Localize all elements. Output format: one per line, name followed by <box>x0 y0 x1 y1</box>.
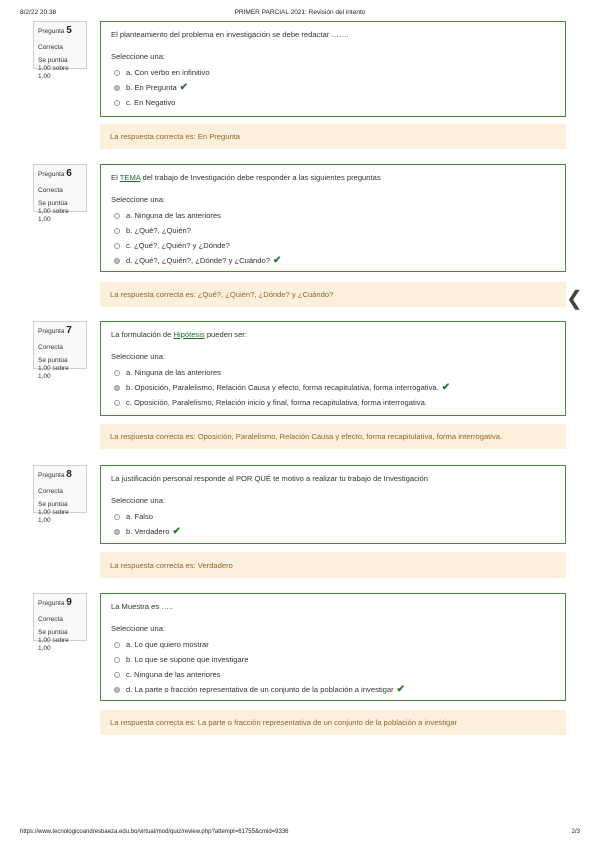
answer-prompt: Seleccione una: <box>111 496 166 505</box>
question-content <box>100 465 566 544</box>
radio-icon[interactable] <box>114 213 120 219</box>
radio-icon[interactable] <box>114 672 120 678</box>
radio-icon[interactable] <box>114 400 120 406</box>
question-text <box>111 602 555 611</box>
option-label: b. Lo que se supone que investigare <box>126 655 249 664</box>
question-state: Correcta <box>38 487 63 495</box>
question-label: Pregunta <box>38 28 65 35</box>
question-label: Pregunta <box>38 328 65 335</box>
question-text-part: La Muestra es ….. <box>111 602 174 611</box>
answer-option[interactable] <box>111 509 555 524</box>
question-number: 8 <box>66 469 72 480</box>
answer-prompt: Seleccione una: <box>111 352 166 361</box>
question-info <box>33 21 87 80</box>
answer-option[interactable] <box>111 365 555 380</box>
question-number: 9 <box>66 597 72 608</box>
option-label: a. Ninguna de las anteriores <box>126 368 221 377</box>
option-label: c. ¿Qué?, ¿Quién? y ¿Dónde? <box>126 241 230 250</box>
answer-option[interactable] <box>111 682 555 697</box>
chevron-left-icon[interactable]: ❮ <box>566 288 583 310</box>
question-content <box>100 21 566 117</box>
check-icon: ✔ <box>272 255 282 266</box>
option-label: a. Falso <box>126 512 154 521</box>
question-grade: Se puntúa 1,00 sobre 1,00 <box>38 356 69 380</box>
correct-answer-feedback: La respuesta correcta es: La parte o fracción representativa de un conjunto de la población a investigar <box>100 710 566 735</box>
check-icon: ✔ <box>441 382 451 393</box>
question-text-part: La formulación de <box>111 330 174 339</box>
question-text <box>111 173 555 182</box>
answer-prompt: Seleccione una: <box>111 195 166 204</box>
radio-icon[interactable] <box>114 657 120 663</box>
correct-answer-feedback: La respuesta correcta es: Oposición, Paralelismo, Relación Causa y efecto, forma recapitulativa, forma interrogativa. <box>100 424 566 449</box>
question-grade: Se puntúa 1,00 sobre 1,00 <box>38 199 69 223</box>
answer-prompt: Seleccione una: <box>111 624 166 633</box>
print-date: 8/2/22 20:38 <box>20 9 57 16</box>
radio-icon[interactable] <box>114 370 120 376</box>
option-label: c. En Negativo <box>126 98 176 107</box>
question-text-part: El <box>111 173 120 182</box>
print-url: https://www.tecnologicoandresbaeza.edu.bo/virtual/mod/quiz/review.php?attempt=61755&cmid=9336 <box>20 829 289 835</box>
question-content <box>100 164 566 272</box>
question-number: 5 <box>66 25 72 36</box>
answer-option[interactable] <box>111 95 555 110</box>
print-title: PRIMER PARCIAL 2021: Revisión del intento <box>234 9 366 16</box>
answer-option[interactable] <box>111 395 555 410</box>
radio-icon[interactable] <box>114 243 120 249</box>
correct-answer-feedback: La respuesta correcta es: ¿Qué?, ¿Quién?, ¿Dónde? y ¿Cuándo? <box>100 282 566 307</box>
answer-option[interactable] <box>111 380 555 395</box>
option-label: b. ¿Qué?, ¿Quién? <box>126 226 192 235</box>
question-text <box>111 30 555 39</box>
option-label: d. La parte o fracción representativa de un conjunto de la población a investigar <box>126 685 394 694</box>
radio-icon[interactable] <box>114 100 120 106</box>
question-state: Correcta <box>38 43 63 51</box>
question-label: Pregunta <box>38 600 65 607</box>
page-number: 2/3 <box>571 829 580 835</box>
question-text-part: del trabajo de Investigación debe responder a las siguientes preguntas <box>140 173 381 182</box>
answer-option[interactable] <box>111 65 555 80</box>
answer-option[interactable] <box>111 652 555 667</box>
question-grade: Se puntúa 1,00 sobre 1,00 <box>38 628 69 652</box>
question-content <box>100 593 566 701</box>
question-text <box>111 330 555 339</box>
question-text <box>111 474 555 483</box>
option-label: b. Oposición, Paralelismo, Relación Causa y efecto, forma recapitulativa, forma interrogativa. <box>126 383 439 392</box>
answer-option[interactable] <box>111 208 555 223</box>
question-text-part: El planteamiento del problema en investigación se debe redactar ……. <box>111 30 349 39</box>
answer-option[interactable] <box>111 223 555 238</box>
option-label: a. Lo que quiero mostrar <box>126 640 209 649</box>
radio-selected-icon[interactable] <box>114 385 120 391</box>
glossary-link-tema[interactable]: TEMA <box>119 173 141 182</box>
question-info <box>33 164 87 223</box>
question-label: Pregunta <box>38 472 65 479</box>
option-label: d. ¿Qué?, ¿Quién?, ¿Dónde? y ¿Cuándo? <box>126 256 270 265</box>
question-content <box>100 321 566 416</box>
radio-selected-icon[interactable] <box>114 687 120 693</box>
answer-prompt: Seleccione una: <box>111 52 166 61</box>
question-number: 7 <box>66 325 72 336</box>
radio-icon[interactable] <box>114 514 120 520</box>
option-label: b. Verdadero <box>126 527 170 536</box>
question-state: Correcta <box>38 615 63 623</box>
check-icon: ✔ <box>172 526 181 537</box>
radio-selected-icon[interactable] <box>114 85 120 91</box>
question-info <box>33 593 87 652</box>
option-label: b. En Pregunta <box>126 83 177 92</box>
glossary-link-hipotesis[interactable]: Hipótesis <box>173 330 205 339</box>
radio-icon[interactable] <box>114 70 120 76</box>
question-state: Correcta <box>38 343 63 351</box>
question-number: 6 <box>66 168 72 179</box>
question-grade: Se puntúa 1,00 sobre 1,00 <box>38 500 69 524</box>
check-icon: ✔ <box>396 684 406 695</box>
radio-icon[interactable] <box>114 228 120 234</box>
answer-option[interactable] <box>111 667 555 682</box>
radio-icon[interactable] <box>114 642 120 648</box>
question-text-part: pueden ser: <box>204 330 247 339</box>
answer-option[interactable] <box>111 80 555 95</box>
option-label: a. Ninguna de las anteriores <box>126 211 221 220</box>
question-info <box>33 465 87 524</box>
answer-option[interactable] <box>111 253 555 268</box>
answer-option[interactable] <box>111 524 555 539</box>
question-label: Pregunta <box>38 171 65 178</box>
question-state: Correcta <box>38 186 63 194</box>
check-icon: ✔ <box>179 82 189 93</box>
question-info <box>33 321 87 380</box>
question-grade: Se puntúa 1,00 sobre 1,00 <box>38 56 69 80</box>
correct-answer-feedback: La respuesta correcta es: Verdadero <box>100 552 566 578</box>
option-label: a. Con verbo en infinitivo <box>126 68 210 77</box>
answer-option[interactable] <box>111 238 555 253</box>
answer-option[interactable] <box>111 637 555 652</box>
radio-selected-icon[interactable] <box>114 258 120 264</box>
option-label: c. Oposición, Paralelismo, Relación inicio y final, forma recapitulativa, forma interrogativa. <box>126 398 427 407</box>
correct-answer-feedback: La respuesta correcta es: En Pregunta <box>100 124 566 149</box>
radio-selected-icon[interactable] <box>114 529 120 535</box>
question-text-part: La justificación personal responde al POR QUÉ te motivo a realizar tu trabajo de Investigación <box>111 474 428 483</box>
option-label: c. Ninguna de las anteriores <box>126 670 221 679</box>
